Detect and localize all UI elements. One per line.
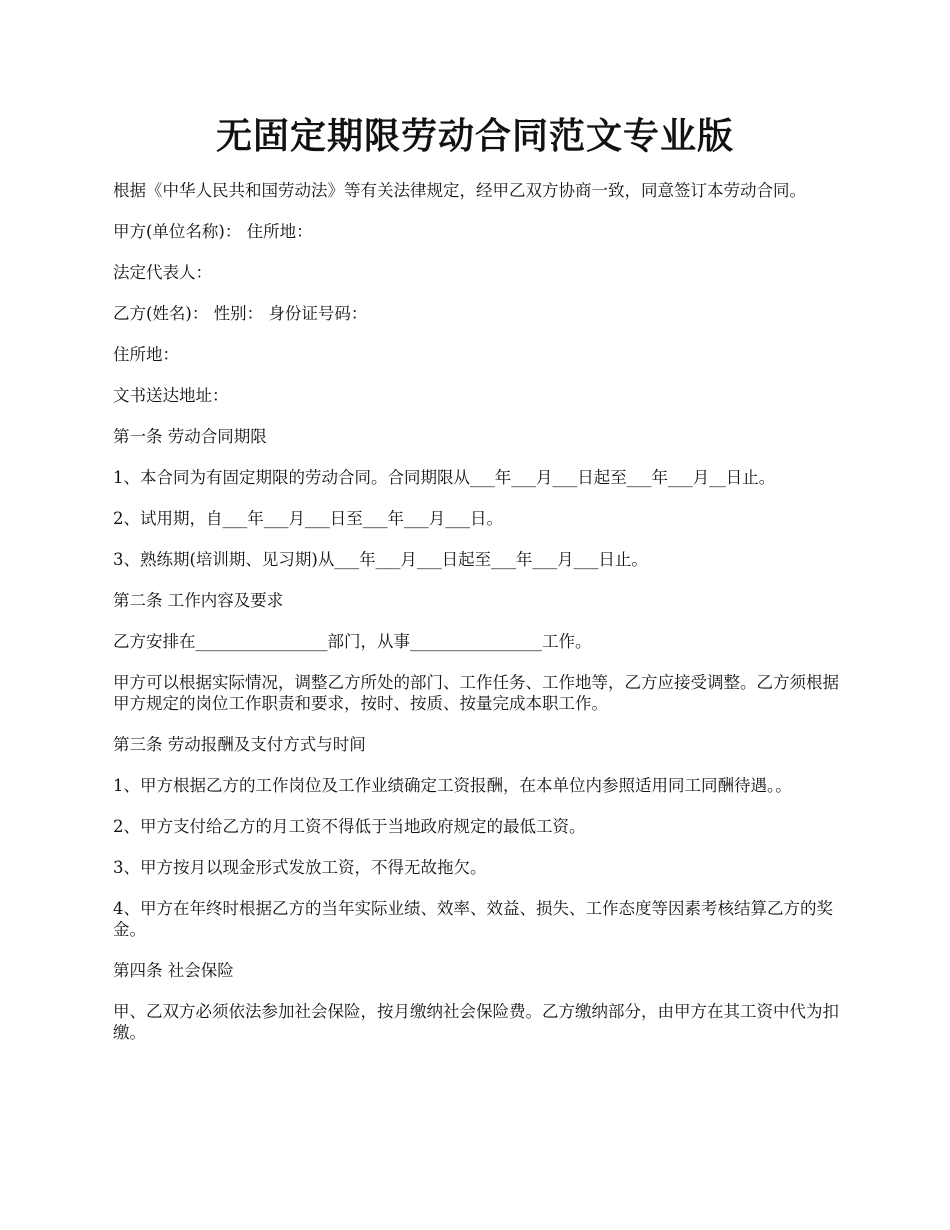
party-b-address-line: 住所地： <box>113 345 179 364</box>
preamble-paragraph: 根据《中华人民共和国劳动法》等有关法律规定，经甲乙双方协商一致，同意签订本劳动合同。 <box>113 181 806 200</box>
article-3-clause-4: 4、甲方在年终时根据乙方的当年实际业绩、效率、效益、损失、工作态度等因素考核结算乙方的奖金。 <box>113 899 833 939</box>
article-2-assignment: 乙方安排在________________部门，从事________________工作。 <box>113 632 592 651</box>
document-title: 无固定期限劳动合同范文专业版 <box>215 115 734 157</box>
legal-representative-line: 法定代表人： <box>113 263 212 282</box>
article-2-heading: 第二条 工作内容及要求 <box>113 591 284 610</box>
article-2-adjustment: 甲方可以根据实际情况，调整乙方所处的部门、工作任务、工作地等，乙方应接受调整。乙方须根据甲方规定的岗位工作职责和要求，按时、按质、按量完成本职工作。 <box>113 673 839 713</box>
article-1-heading: 第一条 劳动合同期限 <box>113 427 267 446</box>
article-3-clause-1: 1、甲方根据乙方的工作岗位及工作业绩确定工资报酬，在本单位内参照适用同工同酬待遇。。 <box>113 776 792 795</box>
article-1-clause-3: 3、熟练期(培训期、见习期)从___年___月___日起至___年___月___日止。 <box>113 550 648 569</box>
article-3-heading: 第三条 劳动报酬及支付方式与时间 <box>113 735 366 754</box>
article-1-clause-2: 2、试用期，自___年___月___日至___年___月___日。 <box>113 509 503 528</box>
article-4-heading: 第四条 社会保险 <box>113 961 234 980</box>
document-body <box>113 180 853 1063</box>
service-address-line: 文书送达地址： <box>113 386 229 405</box>
article-4-clause: 甲、乙双方必须依法参加社会保险，按月缴纳社会保险费。乙方缴纳部分，由甲方在其工资中代为扣缴。 <box>113 1002 839 1042</box>
party-b-line: 乙方(姓名)： 性别： 身份证号码： <box>113 304 368 323</box>
article-1-clause-1: 1、本合同为有固定期限的劳动合同。合同期限从___年___月___日起至___年___月__日止。 <box>113 468 776 487</box>
party-a-line: 甲方(单位名称)： 住所地： <box>113 222 313 241</box>
article-3-clause-3: 3、甲方按月以现金形式发放工资，不得无故拖欠。 <box>113 858 487 877</box>
article-3-clause-2: 2、甲方支付给乙方的月工资不得低于当地政府规定的最低工资。 <box>113 817 586 836</box>
